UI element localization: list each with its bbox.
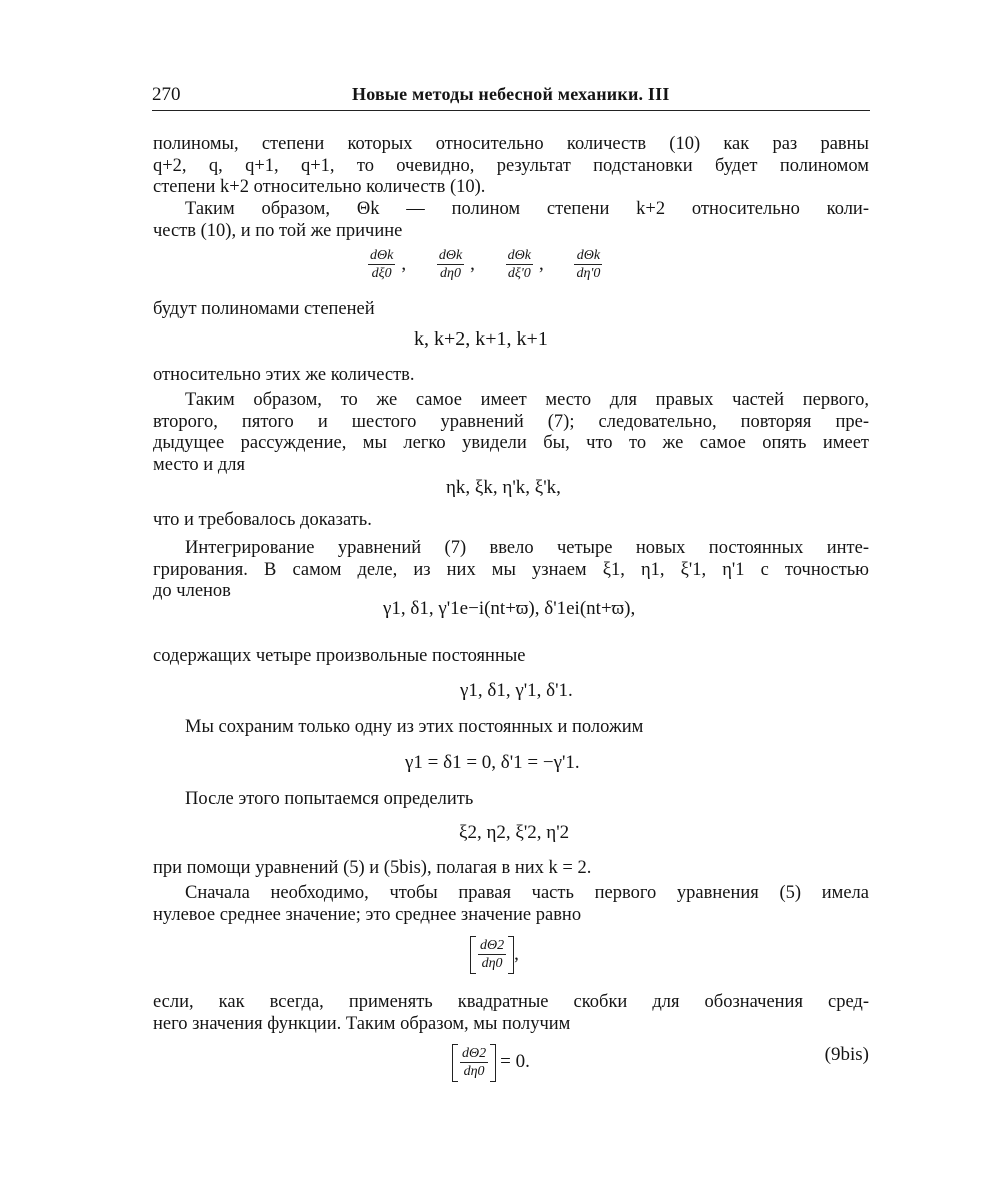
text-line: до членов bbox=[153, 581, 231, 601]
equation-number-row bbox=[153, 1044, 869, 1068]
text-line: полиномы, степени которых относительно количеств (10) как раз равны bbox=[153, 134, 869, 154]
fraction: $\frac{\text{dΘk}}{d\xi 0}$ bbox=[370, 248, 394, 281]
text-line: Интегрирование уравнений (7) ввело четыре новых постоянных инте- bbox=[185, 538, 869, 558]
text-line: него значения функции. Таким образом, мы получим bbox=[153, 1013, 571, 1034]
text-line: Сначала необходимо, чтобы правая часть первого уравнения (5) имела bbox=[185, 883, 869, 903]
fraction: $\frac{d\Theta 2}{d\eta 0}$ bbox=[480, 938, 505, 971]
equation-rhs: = 0. bbox=[500, 1051, 530, 1073]
fraction: $\frac{d\Theta 2}{d\eta 0}$ bbox=[462, 1046, 487, 1079]
text-line: место и для bbox=[153, 454, 245, 475]
paragraph-7 bbox=[153, 538, 869, 603]
text-line: честв (10), и по той же причине bbox=[153, 220, 403, 241]
fraction: $\frac{\text{dΘk}}{d\xi'0}$ bbox=[507, 248, 531, 281]
paragraph-12 bbox=[153, 883, 869, 926]
text-line: второго, пятого и шестого уравнений (7); следовательно, повторяя пре- bbox=[153, 411, 869, 432]
text-line: Таким образом, Θk — полином степени k+2 относительно коли- bbox=[185, 199, 869, 219]
paragraph-6: что и требовалось доказать. bbox=[153, 510, 372, 530]
text-span: то очевидно, результат подстановки будет полиномом bbox=[334, 155, 869, 176]
paragraph-11: при помощи уравнений (5) и (5bis), полагая в них k = 2. bbox=[153, 858, 592, 878]
page-number: 270 bbox=[152, 84, 181, 105]
equation-label: (9bis) bbox=[824, 1044, 869, 1065]
text-line: нулевое среднее значение; это среднее значение равно bbox=[153, 904, 582, 925]
text-line bbox=[153, 156, 869, 178]
formula-comma: , bbox=[514, 943, 519, 965]
header-rule bbox=[152, 110, 870, 111]
variables-2-formula: ξ2, η2, ξ'2, η'2 bbox=[459, 822, 570, 843]
fraction: $\frac{\text{dΘk}}{d\eta'0}$ bbox=[576, 248, 601, 281]
paragraph-10: После этого попытаемся определить bbox=[185, 789, 474, 809]
constants-equation: γ1 = δ1 = 0, δ'1 = −γ'1. bbox=[405, 752, 580, 773]
paragraph-1 bbox=[153, 134, 869, 199]
paragraph-9: Мы сохраним только одну из этих постоянных и положим bbox=[185, 717, 644, 737]
paragraph-13 bbox=[153, 992, 869, 1035]
paragraph-8: содержащих четыре произвольные постоянные bbox=[153, 646, 526, 666]
terms-formula: γ1, δ1, γ'1e−i(nt+ϖ), δ'1ei(nt+ϖ), bbox=[383, 598, 636, 619]
paragraph-2 bbox=[153, 199, 869, 242]
running-title: Новые методы небесной механики. III bbox=[352, 84, 670, 104]
running-header bbox=[152, 80, 870, 110]
text-line: если, как всегда, применять квадратные скобки для обозначения сред- bbox=[153, 992, 869, 1012]
paragraph-3: будут полиномами степеней bbox=[153, 299, 375, 319]
text-line: грирования. В самом деле, из них мы узнаем ξ1, η1, ξ'1, η'1 с точностью bbox=[153, 559, 869, 580]
text-line: степени k+2 относительно количеств (10). bbox=[153, 177, 486, 197]
inline-math: q+2, q, q+1, q+1, bbox=[153, 155, 335, 176]
variables-k-formula: ηk, ξk, η'k, ξ'k, bbox=[446, 477, 561, 498]
fraction: $\frac{\text{dΘk}}{d\eta 0}$ bbox=[438, 248, 463, 281]
mean-value-formula bbox=[470, 936, 519, 974]
derivatives-formula: $\frac{\text{dΘk}}{d\xi 0}$ , $\frac{\text{dΘk}}{d\eta 0}$ , $\frac{\text{dΘk}}{d\xi'0}$ , $\frac{\text{dΘk}}{d\eta'0}$ bbox=[370, 248, 601, 281]
text-line: дыдущее рассуждение, мы легко увидели бы, что то же самое опять имеет bbox=[153, 433, 869, 453]
square-brackets bbox=[470, 936, 514, 974]
constants-formula: γ1, δ1, γ'1, δ'1. bbox=[460, 680, 573, 701]
text-line: Таким образом, то же самое имеет место для правых частей первого, bbox=[185, 390, 869, 410]
degrees-formula: k, k+2, k+1, k+1 bbox=[414, 328, 548, 350]
paragraph-4: относительно этих же количеств. bbox=[153, 365, 415, 385]
paragraph-5 bbox=[153, 390, 869, 476]
